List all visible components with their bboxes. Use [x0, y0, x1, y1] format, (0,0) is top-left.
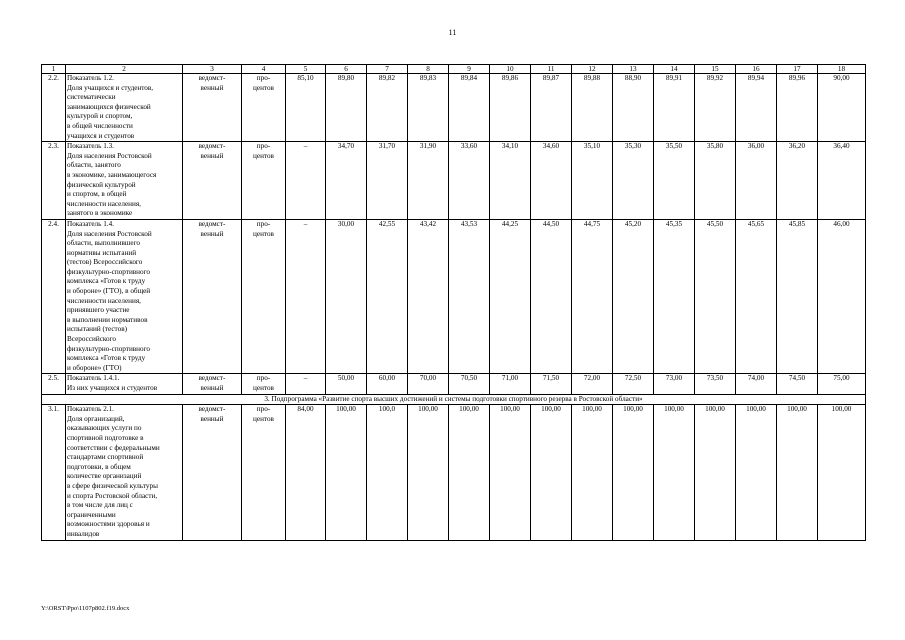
value-cell: – — [286, 374, 326, 394]
value-cell: 36,20 — [777, 142, 818, 220]
value-cell: 35,30 — [613, 142, 654, 220]
value-cell: 85,10 — [286, 74, 326, 142]
value-cell: 89,84 — [449, 74, 490, 142]
value-cell: 70,00 — [408, 374, 449, 394]
value-cell: 89,87 — [531, 74, 572, 142]
value-cell: 74,50 — [777, 374, 818, 394]
table-row — [42, 219, 866, 374]
indicator-name: Показатель 1.4. Доля населения Ростовской области, выполнившего нормативы испытаний (тестов) Всероссийского физкультурно-спортивного комплекса «Готов к труду и обороне» (ГТО), в общей численности населения, принявшего участие в выполнении нормативов испытаний (тестов) Всероссийского физкультурно-спортивного комплекса «Готов к труду и обороне» (ГТО) — [66, 219, 183, 374]
value-cell: 35,80 — [695, 142, 736, 220]
value-cell: 89,82 — [367, 74, 408, 142]
value-cell: 31,70 — [367, 142, 408, 220]
value-cell: 44,25 — [490, 219, 531, 374]
col-header: 1 — [42, 65, 66, 74]
value-cell: 72,50 — [613, 374, 654, 394]
value-cell: 73,50 — [695, 374, 736, 394]
value-cell: 30,00 — [326, 219, 367, 374]
col-header: 9 — [449, 65, 490, 74]
value-cell: 45,85 — [777, 219, 818, 374]
value-cell: 34,60 — [531, 142, 572, 220]
value-cell: 89,88 — [572, 74, 613, 142]
value-cell: 100,00 — [818, 405, 866, 540]
value-cell: 100,00 — [490, 405, 531, 540]
row-number: 2.5. — [42, 374, 66, 394]
value-cell: 72,00 — [572, 374, 613, 394]
value-cell: 35,50 — [654, 142, 695, 220]
col-header: 3 — [183, 65, 242, 74]
value-cell: 36,40 — [818, 142, 866, 220]
value-cell: 45,65 — [736, 219, 777, 374]
value-cell: 70,50 — [449, 374, 490, 394]
unit: про- центов — [242, 405, 286, 540]
value-cell: 45,20 — [613, 219, 654, 374]
indicator-name: Показатель 1.2. Доля учащихся и студентов, систематически занимающихся физической культурой и спортом, в общей численности учащихся и студентов — [66, 74, 183, 142]
value-cell: 50,00 — [326, 374, 367, 394]
value-cell: 75,00 — [818, 374, 866, 394]
value-cell: 84,00 — [286, 405, 326, 540]
value-cell: 100,00 — [572, 405, 613, 540]
section-row — [42, 394, 866, 405]
value-cell: 89,86 — [490, 74, 531, 142]
value-cell: 89,94 — [736, 74, 777, 142]
col-header: 6 — [326, 65, 367, 74]
col-header: 4 — [242, 65, 286, 74]
column-number-row — [42, 65, 866, 74]
value-cell: 100,00 — [449, 405, 490, 540]
value-cell: 36,00 — [736, 142, 777, 220]
value-cell: 100,00 — [613, 405, 654, 540]
data-source: ведомст- венный — [183, 219, 242, 374]
row-number: 2.3. — [42, 142, 66, 220]
value-cell: 100,00 — [408, 405, 449, 540]
row-number: 2.4. — [42, 219, 66, 374]
unit: про- центов — [242, 74, 286, 142]
data-source: ведомст- венный — [183, 374, 242, 394]
col-header: 15 — [695, 65, 736, 74]
col-header: 12 — [572, 65, 613, 74]
value-cell: 100,00 — [777, 405, 818, 540]
value-cell: 42,55 — [367, 219, 408, 374]
value-cell: 44,75 — [572, 219, 613, 374]
value-cell: 100,00 — [654, 405, 695, 540]
col-header: 5 — [286, 65, 326, 74]
value-cell: 100,00 — [736, 405, 777, 540]
col-header: 8 — [408, 65, 449, 74]
value-cell: 35,10 — [572, 142, 613, 220]
value-cell: 100,0 — [367, 405, 408, 540]
value-cell: 100,00 — [531, 405, 572, 540]
value-cell: 60,00 — [367, 374, 408, 394]
unit: про- центов — [242, 142, 286, 220]
value-cell: 74,00 — [736, 374, 777, 394]
value-cell: 71,00 — [490, 374, 531, 394]
value-cell: 100,00 — [695, 405, 736, 540]
unit: про- центов — [242, 219, 286, 374]
table-row — [42, 405, 866, 540]
data-source: ведомст- венный — [183, 142, 242, 220]
value-cell: 34,70 — [326, 142, 367, 220]
col-header: 7 — [367, 65, 408, 74]
indicator-name: Показатель 1.3. Доля населения Ростовской области, занятого в экономике, занимающегося физической культурой и спортом, в общей численности населения, занятого в экономике — [66, 142, 183, 220]
value-cell: – — [286, 219, 326, 374]
value-cell: 89,91 — [654, 74, 695, 142]
unit: про- центов — [242, 374, 286, 394]
value-cell: 45,50 — [695, 219, 736, 374]
value-cell: 89,92 — [695, 74, 736, 142]
col-header: 17 — [777, 65, 818, 74]
file-path-footer: Y:\ORST\Ppo\1107p802.f19.docx — [41, 605, 130, 612]
value-cell: – — [286, 142, 326, 220]
value-cell: 89,96 — [777, 74, 818, 142]
value-cell: 44,50 — [531, 219, 572, 374]
value-cell: 31,90 — [408, 142, 449, 220]
col-header: 18 — [818, 65, 866, 74]
value-cell: 33,60 — [449, 142, 490, 220]
col-header: 16 — [736, 65, 777, 74]
col-header: 11 — [531, 65, 572, 74]
value-cell: 90,00 — [818, 74, 866, 142]
value-cell: 45,35 — [654, 219, 695, 374]
value-cell: 46,00 — [818, 219, 866, 374]
table-row — [42, 74, 866, 142]
value-cell: 43,42 — [408, 219, 449, 374]
data-source: ведомст- венный — [183, 74, 242, 142]
data-source: ведомст- венный — [183, 405, 242, 540]
value-cell: 43,53 — [449, 219, 490, 374]
col-header: 10 — [490, 65, 531, 74]
value-cell: 89,80 — [326, 74, 367, 142]
col-header: 13 — [613, 65, 654, 74]
section-title: 3. Подпрограмма «Развитие спорта высших достижений и системы подготовки спортивного резерва в Ростовской области» — [42, 394, 866, 405]
page-number: 11 — [448, 28, 457, 37]
value-cell: 100,00 — [326, 405, 367, 540]
table-row — [42, 374, 866, 394]
value-cell: 71,50 — [531, 374, 572, 394]
row-number: 2.2. — [42, 74, 66, 142]
row-number: 3.1. — [42, 405, 66, 540]
indicator-table — [41, 64, 866, 541]
col-header: 2 — [66, 65, 183, 74]
col-header: 14 — [654, 65, 695, 74]
value-cell: 89,83 — [408, 74, 449, 142]
indicator-name: Показатель 1.4.1. Из них учащихся и студентов — [66, 374, 183, 394]
value-cell: 88,90 — [613, 74, 654, 142]
value-cell: 34,10 — [490, 142, 531, 220]
table-row — [42, 142, 866, 220]
value-cell: 73,00 — [654, 374, 695, 394]
indicator-name: Показатель 2.1. Доля организаций, оказывающих услуги по спортивной подготовке в соответствии с федеральными стандартами спортивной подготовки, в общем количестве организаций в сфере физической культуры и спорта Ростовской области, в том числе для лиц с ограниченными возможностями здоровья и инвалидов — [66, 405, 183, 540]
